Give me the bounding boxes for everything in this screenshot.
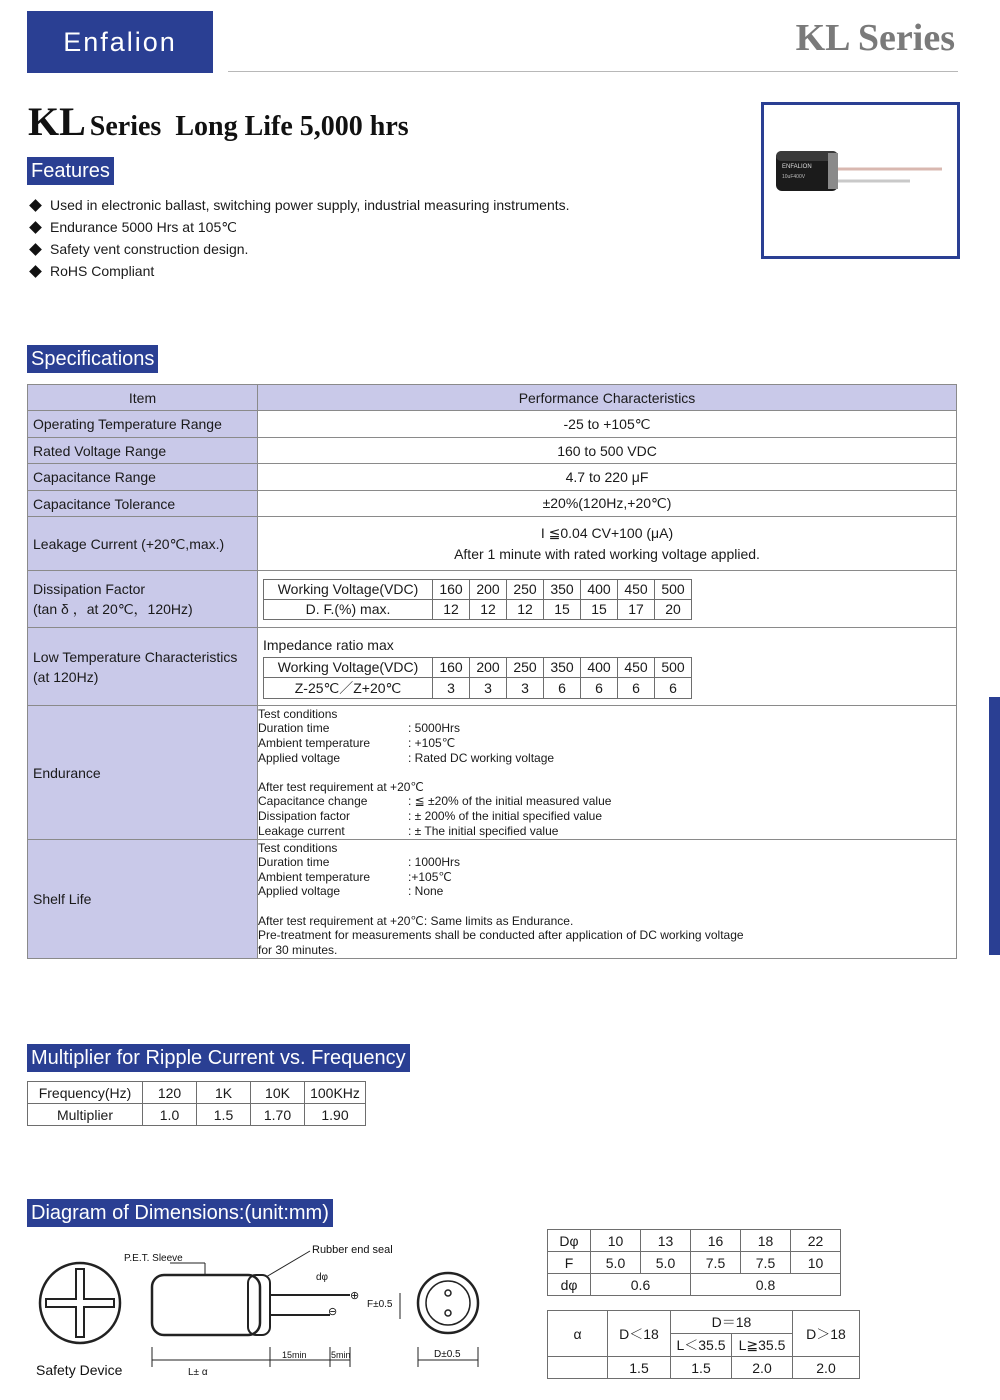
impedance-row-label: Z-25℃／Z+20℃: [264, 677, 433, 698]
alpha-cell: 2.0: [793, 1357, 860, 1379]
dimensions-heading: Diagram of Dimensions:(unit:mm): [27, 1199, 333, 1227]
low-temp-label-line2: (at 120Hz): [33, 668, 99, 685]
pitch-row: [548, 1252, 841, 1274]
shelf-pretreatment-line1: Pre-treatment for measurements shall be conducted after application of DC working voltage: [258, 928, 744, 943]
impedance-caption: Impedance ratio max: [263, 636, 394, 653]
leakage-note: After 1 minute with rated working voltage applied.: [454, 545, 760, 562]
table-row: [28, 464, 957, 491]
impedance-cell: 6: [655, 677, 692, 698]
shelf-life-label: Shelf Life: [28, 840, 258, 959]
capacitor-body: [152, 1275, 260, 1335]
shelf-after: After test requirement at +20℃: Same limits as Endurance.: [258, 913, 574, 928]
product-photo: [761, 102, 960, 259]
voltage-cell: 450: [618, 579, 655, 599]
condition-key: Applied voltage: [258, 884, 341, 899]
endurance-condition-row: [258, 751, 956, 766]
shelf-condition-row: [258, 855, 956, 870]
endurance-requirement-row: [258, 794, 956, 809]
condition-key: Ambient temperature: [258, 869, 371, 884]
condition-value: : 1000Hrs: [408, 855, 461, 870]
alpha-col-mid-b: L≧35.5: [732, 1334, 793, 1357]
safety-vent-cross: [46, 1269, 114, 1337]
condition-value: : None: [408, 884, 444, 899]
low-temp-label-line1: Low Temperature Characteristics: [33, 648, 238, 665]
multiplier-cell: 1.0: [143, 1104, 197, 1126]
bullet-icon: [29, 243, 42, 256]
requirement-key: Capacitance change: [258, 794, 368, 809]
multiplier-row: [28, 1104, 366, 1126]
voltage-cell: 400: [581, 579, 618, 599]
pitch-label: F±0.5: [367, 1299, 393, 1310]
dim-cell: 0.6: [591, 1274, 691, 1296]
alpha-col-large: D＞18: [793, 1311, 860, 1357]
alpha-col-mid: D＝18: [671, 1311, 793, 1334]
col-item: Item: [28, 385, 258, 411]
alpha-cell: 1.5: [608, 1357, 671, 1379]
voltage-cell: 500: [655, 579, 692, 599]
frequency-cell: 1K: [197, 1082, 251, 1104]
voltage-row: [264, 579, 692, 599]
brand-logo: Enfalion: [27, 11, 213, 73]
pitch-row-label: F: [548, 1252, 591, 1274]
leakage-formula: I ≦0.04 CV+100 (μA): [540, 524, 674, 541]
diameter-row-label: Dφ: [548, 1230, 591, 1252]
low-temp-value: [258, 628, 957, 706]
feature-text: Endurance 5000 Hrs at 105℃: [50, 219, 237, 235]
op-temp-value: -25 to +105℃: [258, 411, 957, 438]
endurance-condition-row: [258, 721, 956, 736]
side-accent-bar: [989, 697, 1000, 955]
specifications-heading: Specifications: [27, 345, 158, 373]
dim-cell: 7.5: [691, 1252, 741, 1274]
dimension-drawing: [20, 1235, 520, 1380]
df-cell: 15: [581, 599, 618, 619]
low-temp-label: [28, 628, 258, 706]
condition-key: Duration time: [258, 855, 330, 870]
dissipation-table: [263, 579, 692, 620]
dim-cell: 5.0: [641, 1252, 691, 1274]
bullet-icon: [29, 265, 42, 278]
rated-voltage-value: 160 to 500 VDC: [258, 438, 957, 464]
table-row: [28, 411, 957, 438]
leakage-label: Leakage Current (+20℃,max.): [28, 517, 258, 571]
dim-cell: 5.0: [591, 1252, 641, 1274]
dim-cell: 10: [591, 1230, 641, 1252]
dim-cell: 13: [641, 1230, 691, 1252]
dim-cell: 7.5: [741, 1252, 791, 1274]
safety-device-label: Safety Device: [36, 1362, 123, 1378]
lead-diameter-row-label: dφ: [548, 1274, 591, 1296]
voltage-cell: 350: [544, 657, 581, 677]
endurance-requirement-row: [258, 809, 956, 824]
frequency-cell: 120: [143, 1082, 197, 1104]
voltage-cell: 500: [655, 657, 692, 677]
alpha-empty: [548, 1357, 608, 1379]
frequency-cell: 100KHz: [305, 1082, 366, 1104]
diameter-row: [548, 1230, 841, 1252]
feature-text: RoHS Compliant: [50, 263, 155, 279]
df-cell: 17: [618, 599, 655, 619]
alpha-cell: 1.5: [671, 1357, 732, 1379]
condition-value: : Rated DC working voltage: [408, 750, 555, 765]
diameter-label: D±0.5: [434, 1349, 461, 1360]
series-label: KL Series: [795, 17, 955, 59]
dim-cell: 22: [791, 1230, 841, 1252]
condition-key: Applied voltage: [258, 750, 341, 765]
leakage-value: [258, 517, 957, 571]
ripple-heading: Multiplier for Ripple Current vs. Frequency: [27, 1044, 410, 1072]
shelf-condition-row: [258, 884, 956, 899]
feature-text: Safety vent construction design.: [50, 241, 249, 257]
condition-key: Duration time: [258, 721, 330, 736]
rated-voltage-label: Rated Voltage Range: [28, 438, 258, 464]
feature-item: [27, 194, 570, 216]
alpha-cell: 2.0: [732, 1357, 793, 1379]
voltage-cell: 250: [507, 579, 544, 599]
requirement-value: : ≦ ±20% of the initial measured value: [408, 794, 612, 809]
endurance-value: [258, 706, 957, 840]
alpha-header-row: [548, 1311, 860, 1334]
dissipation-label-line1: Dissipation Factor: [33, 581, 146, 597]
length-label: L± α: [188, 1367, 208, 1378]
table-row: [28, 491, 957, 517]
table-row: [28, 438, 957, 464]
impedance-row: [264, 677, 692, 698]
ripple-table: [27, 1081, 366, 1126]
dissipation-label-line2: (tan δ ，at 20℃，120Hz): [33, 601, 193, 617]
requirement-value: : ± The initial specified value: [408, 823, 559, 838]
impedance-cell: 3: [507, 677, 544, 698]
alpha-col-small: D＜18: [608, 1311, 671, 1357]
multiplier-cell: 1.70: [251, 1104, 305, 1126]
impedance-cell: 6: [581, 677, 618, 698]
dim-cell: 0.8: [691, 1274, 841, 1296]
df-row: [264, 599, 692, 619]
voltage-row-label: Working Voltage(VDC): [264, 579, 433, 599]
df-cell: 12: [433, 599, 470, 619]
plus-symbol: ⊕: [350, 1290, 360, 1302]
alpha-label: α: [548, 1311, 608, 1357]
requirement-key: Dissipation factor: [258, 808, 351, 823]
features-list: [27, 194, 570, 282]
tolerance-label: Capacitance Tolerance: [28, 491, 258, 517]
impedance-cell: 3: [470, 677, 507, 698]
voltage-cell: 400: [581, 657, 618, 677]
alpha-table: [547, 1310, 860, 1379]
min5-label: 5min: [331, 1350, 351, 1360]
shelf-life-value: [258, 840, 957, 959]
impedance-cell: 6: [544, 677, 581, 698]
feature-item: [27, 238, 570, 260]
multiplier-cell: 1.5: [197, 1104, 251, 1126]
dissipation-label: [28, 571, 258, 628]
bullet-icon: [29, 221, 42, 234]
minus-symbol: ⊖: [328, 1306, 338, 1318]
table-row: [28, 706, 957, 840]
safety-device-outline: [40, 1263, 120, 1343]
photo-brand-text: ENFALION: [782, 164, 812, 170]
df-cell: 12: [507, 599, 544, 619]
multiplier-cell: 1.90: [305, 1104, 366, 1126]
table-row: [28, 628, 957, 706]
shelf-condition-row: [258, 870, 956, 885]
capacitance-value: 4.7 to 220 μF: [258, 464, 957, 491]
endurance-label: Endurance: [28, 706, 258, 840]
frequency-row: [28, 1082, 366, 1104]
df-cell: 20: [655, 599, 692, 619]
rubber-seal-label: Rubber end seal: [312, 1244, 393, 1256]
table-row: [28, 840, 957, 959]
features-heading: Features: [27, 157, 114, 185]
feature-item: [27, 216, 570, 238]
photo-rating-text: 10uF400V: [782, 174, 806, 180]
dimension-table: [547, 1229, 841, 1296]
voltage-cell: 350: [544, 579, 581, 599]
df-cell: 15: [544, 599, 581, 619]
frequency-label: Frequency(Hz): [28, 1082, 143, 1104]
impedance-cell: 6: [618, 677, 655, 698]
table-row: [28, 517, 957, 571]
voltage-cell: 200: [470, 579, 507, 599]
voltage-cell: 250: [507, 657, 544, 677]
pet-sleeve-label: P.E.T. Sleeve: [124, 1253, 183, 1264]
alpha-value-row: [548, 1357, 860, 1379]
table-header-row: [28, 385, 957, 411]
header-divider: [228, 71, 958, 72]
op-temp-label: Operating Temperature Range: [28, 411, 258, 438]
condition-key: Ambient temperature: [258, 736, 371, 751]
endurance-test-conditions: Test conditions: [258, 706, 338, 721]
feature-item: [27, 260, 570, 282]
col-performance: Performance Characteristics: [258, 385, 957, 411]
capacitance-label: Capacitance Range: [28, 464, 258, 491]
title-series-code: KL: [28, 99, 86, 144]
endurance-after: After test requirement at +20℃: [258, 779, 424, 794]
bullet-icon: [29, 199, 42, 212]
requirement-value: : ± 200% of the initial specified value: [408, 808, 603, 823]
front-view-outline: [418, 1273, 478, 1333]
tolerance-value: ±20%(120Hz,+20℃): [258, 491, 957, 517]
voltage-cell: 160: [433, 657, 470, 677]
alpha-col-mid-a: L＜35.5: [671, 1334, 732, 1357]
capacitor-image: [764, 105, 957, 256]
df-cell: 12: [470, 599, 507, 619]
specifications-table: [27, 384, 957, 959]
shelf-test-conditions: Test conditions: [258, 840, 338, 855]
dim-cell: 18: [741, 1230, 791, 1252]
voltage-cell: 160: [433, 579, 470, 599]
lead-diameter-label: dφ: [316, 1272, 329, 1283]
title-description: Series Long Life 5,000 hrs: [89, 111, 409, 142]
endurance-condition-row: [258, 736, 956, 751]
min15-label: 15min: [282, 1350, 307, 1360]
shelf-pretreatment-line2: for 30 minutes.: [258, 942, 338, 957]
feature-text: Used in electronic ballast, switching power supply, industrial measuring instruments.: [50, 197, 570, 213]
frequency-cell: 10K: [251, 1082, 305, 1104]
impedance-cell: 3: [433, 677, 470, 698]
multiplier-label: Multiplier: [28, 1104, 143, 1126]
lead-diameter-row: [548, 1274, 841, 1296]
voltage-row-label: Working Voltage(VDC): [264, 657, 433, 677]
df-row-label: D. F.(%) max.: [264, 599, 433, 619]
dim-cell: 16: [691, 1230, 741, 1252]
dissipation-value: [258, 571, 957, 628]
endurance-requirement-row: [258, 824, 956, 839]
dim-cell: 10: [791, 1252, 841, 1274]
page-title: [28, 98, 409, 145]
impedance-table: [263, 657, 692, 699]
condition-value: : +105℃: [408, 736, 456, 751]
voltage-row: [264, 657, 692, 677]
condition-value: : 5000Hrs: [408, 721, 461, 736]
voltage-cell: 200: [470, 657, 507, 677]
condition-value: :+105℃: [408, 869, 452, 884]
table-row: [28, 571, 957, 628]
voltage-cell: 450: [618, 657, 655, 677]
requirement-key: Leakage current: [258, 823, 345, 838]
